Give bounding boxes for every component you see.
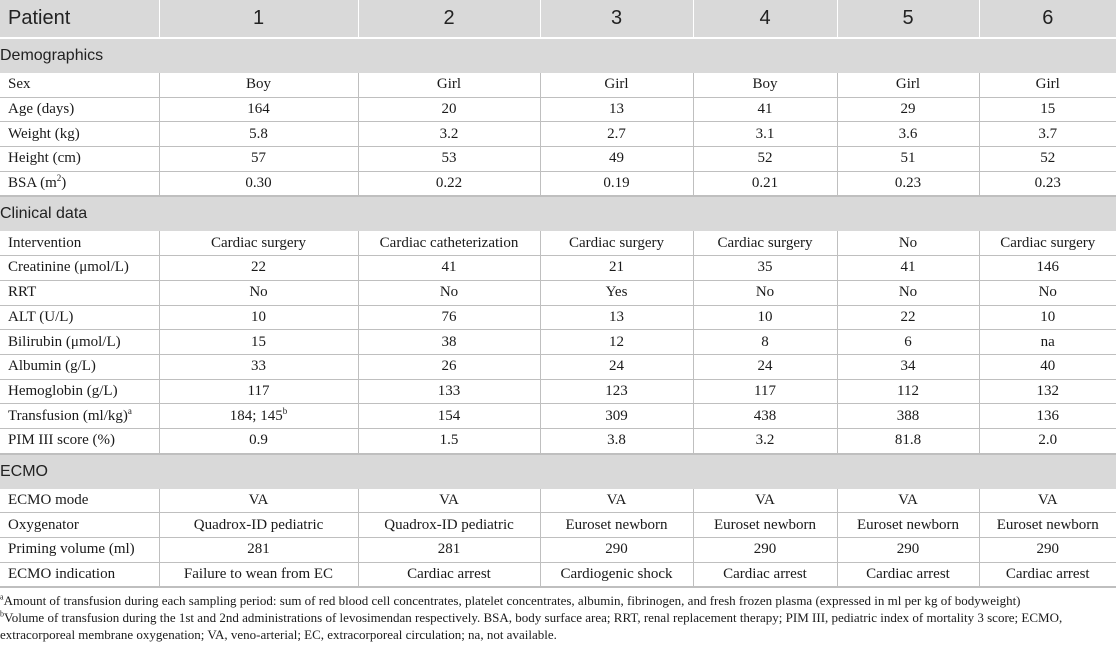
table-cell: [837, 354, 979, 379]
cell-value: Euroset newborn: [713, 516, 817, 533]
cell-value: 81.8: [894, 432, 922, 449]
table-cell: [693, 147, 837, 172]
cell-value: 22: [900, 308, 916, 325]
row-label: [0, 489, 159, 513]
table-cell: [358, 231, 540, 255]
table-cell: [837, 428, 979, 453]
header-col-4: 4: [693, 0, 837, 38]
table-cell: [358, 538, 540, 563]
cell-superscript: b: [282, 405, 288, 416]
cell-value: 41: [900, 259, 916, 276]
table-cell: [540, 354, 693, 379]
cell-value: 0.23: [1034, 175, 1061, 192]
table-cell: [979, 73, 1116, 97]
footnote-text: Volume of transfusion during the 1st and 2nd administrations of levosimendan respectively. BSA, body surface area; RRT, renal replacement therapy; PIM III, pediatric index of mortality 3 score; ECMO, extracorporeal membrane oxygenation; VA, veno-arterial; EC, extracorporeal circulation; na, not available.: [0, 610, 1063, 642]
table-cell: [693, 256, 837, 281]
table-cell: [979, 280, 1116, 305]
row-label-suffix: ): [61, 175, 67, 192]
cell-value: Girl: [604, 76, 629, 93]
cell-value: 2.7: [607, 125, 626, 142]
table-cell: [979, 428, 1116, 453]
cell-value: 26: [441, 358, 457, 375]
header-col-1: 1: [159, 0, 358, 38]
header-label: Patient: [0, 0, 159, 38]
table-cell: [979, 122, 1116, 147]
header-col-3: 3: [540, 0, 693, 38]
row-label-text: ALT (U/L): [8, 308, 74, 325]
table-row: [0, 97, 1116, 122]
cell-value: 53: [441, 150, 457, 167]
table-cell: [358, 489, 540, 513]
row-label-text: Sex: [8, 76, 31, 93]
table-row: [0, 73, 1116, 97]
row-label-text: RRT: [8, 284, 37, 301]
table-cell: [159, 147, 358, 172]
cell-value: 132: [1036, 382, 1059, 399]
table-row: [0, 538, 1116, 563]
table-cell: [837, 404, 979, 429]
table-cell: [540, 231, 693, 255]
table-cell: [837, 489, 979, 513]
table-row: [0, 280, 1116, 305]
row-label-text: Transfusion (ml/kg): [8, 407, 128, 424]
cell-value: 10: [251, 308, 266, 325]
cell-value: 438: [753, 407, 777, 424]
table-cell: [358, 379, 540, 404]
table-cell: [358, 280, 540, 305]
cell-value: Quadrox-ID pediatric: [193, 516, 324, 533]
table-cell: [159, 538, 358, 563]
table-cell: [693, 97, 837, 122]
footnote-text: Amount of transfusion during each sampling period: sum of red blood cell concentrates, platelet concentrates, albumin, fibrinogen, and fresh frozen plasma (expressed in ml per kg of bodyweight): [3, 593, 1021, 608]
section-title: Clinical data: [0, 196, 1116, 231]
cell-value: Cardiac arrest: [866, 566, 950, 583]
table-cell: [159, 280, 358, 305]
cell-value: 34: [900, 358, 916, 375]
table-cell: [358, 97, 540, 122]
cell-value: 41: [441, 259, 457, 276]
table-cell: [693, 171, 837, 196]
table-cell: [159, 122, 358, 147]
table-row: [0, 147, 1116, 172]
row-label-text: ECMO mode: [8, 491, 89, 508]
table-cell: [540, 489, 693, 513]
cell-value: 3.7: [1038, 125, 1058, 142]
cell-value: 15: [251, 333, 266, 350]
table-cell: [837, 513, 979, 538]
cell-value: 29: [900, 101, 916, 118]
row-label-text: Albumin (g/L): [8, 358, 96, 375]
table-row: [0, 513, 1116, 538]
section-row: [0, 38, 1116, 73]
cell-value: Failure to wean from EC: [183, 566, 334, 583]
table-cell: [540, 122, 693, 147]
table-row: [0, 122, 1116, 147]
row-label: [0, 330, 159, 355]
row-label: [0, 404, 159, 429]
table-cell: [979, 305, 1116, 330]
table-cell: [358, 404, 540, 429]
table-cell: [358, 122, 540, 147]
table-cell: [979, 489, 1116, 513]
row-label: [0, 171, 159, 196]
table-row: [0, 562, 1116, 587]
cell-value: VA: [755, 491, 775, 508]
row-label-text: Priming volume (ml): [8, 541, 135, 558]
section-row: [0, 196, 1116, 231]
table-cell: [358, 428, 540, 453]
table-cell: [837, 231, 979, 255]
table-row: [0, 428, 1116, 453]
cell-value: na: [1040, 333, 1055, 350]
table-cell: [358, 330, 540, 355]
table-row: [0, 379, 1116, 404]
cell-value: Girl: [895, 76, 921, 93]
table-cell: [837, 171, 979, 196]
table-cell: [979, 354, 1116, 379]
cell-value: 290: [1036, 541, 1059, 558]
table-cell: [159, 73, 358, 97]
cell-value: Boy: [752, 76, 778, 93]
table-cell: [693, 428, 837, 453]
cell-value: 117: [247, 382, 270, 399]
section-row: [0, 454, 1116, 489]
cell-value: VA: [898, 491, 918, 508]
table-cell: [693, 404, 837, 429]
cell-value: 0.19: [603, 175, 630, 192]
section-title: Demographics: [0, 38, 1116, 73]
cell-value: Cardiogenic shock: [560, 566, 673, 583]
cell-value: 15: [1040, 101, 1056, 118]
table-cell: [540, 97, 693, 122]
cell-value: Quadrox-ID pediatric: [384, 516, 514, 533]
table-cell: [540, 256, 693, 281]
table-cell: [159, 404, 358, 429]
table-cell: [693, 280, 837, 305]
table-row: [0, 404, 1116, 429]
row-label: [0, 428, 159, 453]
table-cell: [693, 562, 837, 587]
table-cell: [979, 97, 1116, 122]
cell-value: Euroset newborn: [996, 516, 1099, 533]
table-cell: [358, 354, 540, 379]
cell-value: 20: [441, 101, 457, 118]
cell-value: 136: [1036, 407, 1059, 424]
cell-value: 309: [605, 407, 628, 424]
table-row: [0, 354, 1116, 379]
cell-value: 22: [251, 259, 266, 276]
cell-value: 33: [251, 358, 266, 375]
table-cell: [837, 330, 979, 355]
cell-value: Boy: [245, 76, 271, 93]
row-label: [0, 562, 159, 587]
row-label-text: Intervention: [8, 234, 82, 251]
row-label: [0, 354, 159, 379]
cell-value: Cardiac surgery: [717, 234, 813, 251]
table-cell: [837, 122, 979, 147]
cell-value: 154: [437, 407, 461, 424]
cell-value: No: [898, 234, 918, 251]
cell-value: 41: [757, 101, 773, 118]
cell-value: No: [439, 284, 459, 301]
row-label-superscript: 2: [56, 173, 62, 184]
cell-value: 21: [609, 259, 624, 276]
cell-value: 10: [1040, 308, 1056, 325]
row-label-text: Oxygenator: [8, 516, 79, 533]
table-cell: [979, 256, 1116, 281]
table-cell: [979, 562, 1116, 587]
table-cell: [540, 428, 693, 453]
cell-value: 13: [609, 101, 624, 118]
footnotes: [0, 592, 1110, 643]
table-cell: [693, 122, 837, 147]
row-label: [0, 73, 159, 97]
cell-value: Euroset newborn: [856, 516, 960, 533]
table-cell: [358, 305, 540, 330]
header-col-6: 6: [979, 0, 1116, 38]
row-label: [0, 256, 159, 281]
cell-value: 38: [441, 333, 457, 350]
table-cell: [837, 73, 979, 97]
cell-value: 0.22: [435, 175, 463, 192]
header-col-2: 2: [358, 0, 540, 38]
table-cell: [979, 147, 1116, 172]
table-cell: [540, 330, 693, 355]
row-label: [0, 147, 159, 172]
table-header-row: [0, 0, 1116, 38]
row-label-text: Height (cm): [8, 150, 81, 167]
table-cell: [693, 231, 837, 255]
table-row: [0, 171, 1116, 196]
cell-value: 117: [754, 382, 776, 399]
cell-value: 290: [896, 541, 920, 558]
table-cell: [693, 489, 837, 513]
table-cell: [159, 256, 358, 281]
table-cell: [837, 538, 979, 563]
cell-value: No: [1038, 284, 1057, 301]
cell-value: 290: [605, 541, 628, 558]
row-label-text: PIM III score (%): [8, 432, 116, 449]
table-cell: [540, 379, 693, 404]
table-cell: [693, 379, 837, 404]
section-title: ECMO: [0, 454, 1116, 489]
table-cell: [159, 428, 358, 453]
table-cell: [837, 562, 979, 587]
cell-value: Cardiac arrest: [1005, 566, 1090, 583]
cell-value: 12: [609, 333, 624, 350]
row-label: [0, 305, 159, 330]
table-cell: [358, 256, 540, 281]
table-cell: [159, 330, 358, 355]
cell-value: 5.8: [249, 125, 268, 142]
row-label-text: Weight (kg): [8, 125, 80, 142]
table-cell: [540, 305, 693, 330]
row-label-text: Creatinine (μmol/L): [8, 259, 129, 276]
cell-value: 184; 145: [229, 407, 283, 424]
table-cell: [693, 73, 837, 97]
table-cell: [159, 305, 358, 330]
row-label: [0, 379, 159, 404]
table-cell: [837, 97, 979, 122]
table-cell: [540, 280, 693, 305]
cell-value: 3.2: [439, 125, 459, 142]
table-cell: [979, 404, 1116, 429]
cell-value: Cardiac surgery: [1000, 234, 1096, 251]
cell-value: 0.23: [894, 175, 922, 192]
row-label-text: ECMO indication: [8, 566, 116, 583]
table-cell: [837, 147, 979, 172]
cell-value: VA: [606, 491, 627, 508]
table-cell: [540, 562, 693, 587]
cell-value: Cardiac arrest: [723, 566, 807, 583]
footnote-a: [0, 592, 1110, 609]
header-col-5: 5: [837, 0, 979, 38]
table-cell: [540, 147, 693, 172]
table-cell: [159, 231, 358, 255]
cell-value: VA: [1037, 491, 1058, 508]
table-cell: [979, 379, 1116, 404]
row-label: [0, 280, 159, 305]
table-cell: [837, 305, 979, 330]
table-cell: [979, 513, 1116, 538]
cell-value: 3.8: [607, 432, 626, 449]
cell-value: No: [249, 284, 268, 301]
cell-value: Yes: [605, 284, 628, 301]
cell-value: 10: [757, 308, 773, 325]
table-cell: [159, 354, 358, 379]
row-label: [0, 513, 159, 538]
table-cell: [540, 404, 693, 429]
table-cell: [540, 171, 693, 196]
cell-value: Cardiac surgery: [210, 234, 307, 251]
table-cell: [979, 538, 1116, 563]
cell-value: Cardiac arrest: [407, 566, 491, 583]
cell-value: VA: [248, 491, 269, 508]
table-cell: [159, 97, 358, 122]
cell-value: 0.21: [751, 175, 779, 192]
cell-value: 281: [437, 541, 461, 558]
cell-value: 51: [900, 150, 916, 167]
table-cell: [159, 489, 358, 513]
table-row: [0, 330, 1116, 355]
table-cell: [837, 379, 979, 404]
table-cell: [979, 330, 1116, 355]
table-cell: [358, 147, 540, 172]
table-row: [0, 489, 1116, 513]
row-label-superscript: a: [127, 405, 132, 416]
row-label-text: Bilirubin (μmol/L): [8, 333, 121, 350]
table-row: [0, 231, 1116, 255]
row-label-text: Hemoglobin (g/L): [8, 382, 118, 399]
row-label: [0, 97, 159, 122]
cell-value: 3.6: [898, 125, 918, 142]
cell-value: 123: [605, 382, 628, 399]
cell-value: Girl: [1035, 76, 1060, 93]
table-cell: [358, 171, 540, 196]
cell-value: 290: [753, 541, 777, 558]
table-cell: [693, 513, 837, 538]
table-cell: [693, 330, 837, 355]
table-cell: [540, 513, 693, 538]
cell-value: 13: [609, 308, 624, 325]
cell-value: 52: [757, 150, 773, 167]
row-label: [0, 538, 159, 563]
table-cell: [540, 538, 693, 563]
cell-value: 0.9: [249, 432, 268, 449]
cell-value: Cardiac catheterization: [379, 234, 519, 251]
cell-value: 388: [896, 407, 920, 424]
cell-value: Cardiac surgery: [568, 234, 665, 251]
table-cell: [159, 562, 358, 587]
table-cell: [358, 73, 540, 97]
cell-value: 133: [437, 382, 461, 399]
row-label: [0, 122, 159, 147]
cell-value: 24: [757, 358, 773, 375]
cell-value: 3.2: [755, 432, 775, 449]
table-cell: [693, 354, 837, 379]
cell-value: 6: [904, 333, 912, 350]
cell-value: No: [898, 284, 918, 301]
cell-value: 57: [251, 150, 266, 167]
cell-value: 49: [609, 150, 624, 167]
cell-value: VA: [439, 491, 459, 508]
row-label-text: Age (days): [8, 101, 75, 118]
cell-value: 3.1: [755, 125, 775, 142]
footnote-mark: b: [0, 609, 4, 619]
cell-value: Euroset newborn: [565, 516, 668, 533]
cell-value: Girl: [436, 76, 462, 93]
cell-value: No: [755, 284, 775, 301]
cell-value: 8: [761, 333, 769, 350]
table-cell: [693, 305, 837, 330]
cell-value: 0.30: [245, 175, 272, 192]
cell-value: 164: [247, 101, 270, 118]
cell-value: 2.0: [1038, 432, 1058, 449]
cell-value: 52: [1040, 150, 1056, 167]
table-cell: [979, 171, 1116, 196]
cell-value: 40: [1040, 358, 1056, 375]
cell-value: 281: [247, 541, 270, 558]
table-cell: [159, 513, 358, 538]
table-cell: [979, 231, 1116, 255]
table-cell: [540, 73, 693, 97]
table-cell: [693, 538, 837, 563]
row-label-text: BSA (m: [8, 175, 57, 192]
table-cell: [358, 513, 540, 538]
cell-value: 35: [757, 259, 773, 276]
table-cell: [159, 171, 358, 196]
cell-value: 1.5: [439, 432, 459, 449]
footnote-mark: a: [0, 592, 4, 602]
table-cell: [837, 256, 979, 281]
table-row: [0, 256, 1116, 281]
row-label: [0, 231, 159, 255]
table-cell: [159, 379, 358, 404]
cell-value: 76: [441, 308, 457, 325]
table-cell: [358, 562, 540, 587]
table-cell: [837, 280, 979, 305]
cell-value: 146: [1036, 259, 1059, 276]
cell-value: 112: [897, 382, 919, 399]
table-row: [0, 305, 1116, 330]
footnote-b: [0, 609, 1110, 643]
cell-value: 24: [609, 358, 624, 375]
